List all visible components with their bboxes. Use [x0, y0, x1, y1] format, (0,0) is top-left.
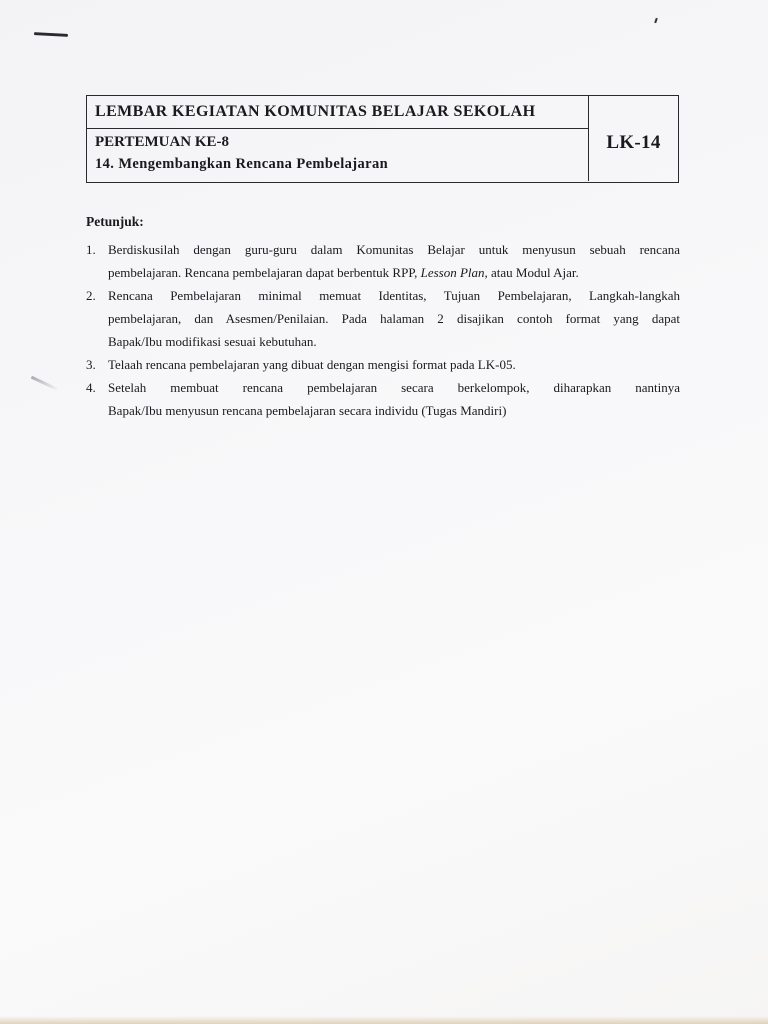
header-meeting-cell — [87, 129, 589, 181]
instruction-line: pembelajaran, dan Asesmen/Penilaian. Pada halaman 2 disajikan contoh format yang dapat — [108, 311, 680, 326]
pen-mark — [34, 32, 68, 37]
instruction-line: Berdiskusilah dengan guru-guru dalam Komunitas Belajar untuk menyusun sebuah rencana — [108, 242, 680, 257]
instruction-number: 1. — [86, 242, 96, 257]
instruction-line — [108, 261, 680, 284]
meeting-label: PERTEMUAN KE-8 — [95, 134, 230, 150]
instruction-text: atau Modul Ajar. — [487, 265, 579, 280]
instruction-line: Setelah membuat rencana pembelajaran secara berkelompok, diharapkan nantinya — [108, 380, 680, 395]
instructions-list — [86, 238, 680, 422]
instruction-line: Rencana Pembelajaran minimal memuat Identitas, Tujuan Pembelajaran, Langkah-langkah — [108, 288, 680, 303]
instruction-item — [86, 284, 680, 353]
instructions-heading: Petunjuk: — [86, 214, 144, 229]
instruction-item — [86, 376, 680, 422]
instruction-number: 2. — [86, 288, 96, 303]
instructions-section — [86, 214, 680, 422]
paper-fold-shadow — [31, 376, 59, 391]
pen-dot — [654, 18, 658, 23]
topic-title: 14. Mengembangkan Rencana Pembelajaran — [95, 156, 389, 172]
instruction-text: pembelajaran. Rencana pembelajaran dapat berbentuk RPP, — [108, 265, 421, 280]
worksheet-code: LK-14 — [606, 132, 661, 153]
instruction-italic-text: Lesson Plan, — [420, 265, 488, 280]
instruction-item — [86, 238, 680, 284]
instruction-number: 3. — [86, 357, 96, 372]
instruction-number: 4. — [86, 380, 96, 395]
instruction-line: Bapak/Ibu modifikasi sesuai kebutuhan. — [108, 334, 317, 349]
page-bottom-edge — [0, 1016, 768, 1024]
worksheet-header-table — [86, 95, 679, 183]
worksheet-title: LEMBAR KEGIATAN KOMUNITAS BELAJAR SEKOLAH — [95, 103, 536, 120]
header-title-cell — [87, 96, 589, 129]
header-code-cell — [589, 96, 678, 181]
instruction-item — [86, 353, 680, 376]
instruction-line: Bapak/Ibu menyusun rencana pembelajaran secara individu (Tugas Mandiri) — [108, 403, 507, 418]
instruction-line: Telaah rencana pembelajaran yang dibuat dengan mengisi format pada LK-05. — [108, 357, 516, 372]
